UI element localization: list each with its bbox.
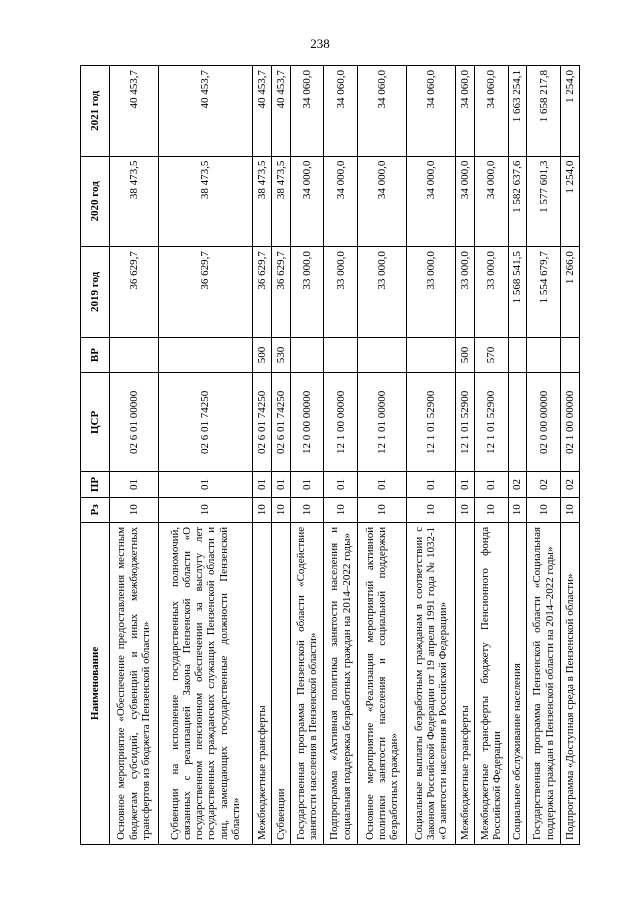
row-2019-value: 36 629,7 — [110, 247, 159, 338]
row-2020-value: 34 000,0 — [324, 156, 358, 247]
row-name-cell: Государственная программа Пензенской области «Социальная поддержка граждан в Пензенской области на 2014–2022 годы» — [527, 522, 561, 844]
row-pr-cell: 01 — [253, 472, 272, 497]
row-2019-value: 33 000,0 — [474, 247, 508, 338]
row-pr-cell: 02 — [508, 472, 527, 497]
row-2019-value: 33 000,0 — [324, 247, 358, 338]
page-number: 238 — [310, 36, 330, 51]
row-name-cell: Социальное обслуживание населения — [508, 522, 527, 844]
row-csr-cell — [508, 373, 527, 472]
row-csr-cell: 02 6 01 74250 — [271, 373, 290, 472]
row-2020-value: 38 473,5 — [271, 156, 290, 247]
row-rz-cell: 10 — [253, 497, 272, 522]
row-rz-cell: 10 — [407, 497, 456, 522]
row-vr-cell — [110, 337, 159, 373]
row-name-cell: Субвенции на исполнение государственных полномочий, связанных с реализацией Закона Пензенской области «О государственном пенсионном обеспечении за выслугу лет государственных гражданских служащих Пензенской области и лиц, замещающих государственные должности Пензенской области» — [158, 522, 252, 844]
row-vr-cell: 530 — [271, 337, 290, 373]
row-2020-value: 34 000,0 — [358, 156, 407, 247]
table-row — [407, 66, 456, 845]
row-csr-cell: 02 6 01 74250 — [253, 373, 272, 472]
row-vr-cell — [407, 337, 456, 373]
table-row — [158, 66, 252, 845]
row-csr-cell: 12 1 01 52900 — [474, 373, 508, 472]
row-2021-value: 40 453,7 — [253, 66, 272, 157]
row-csr-cell: 02 6 01 74250 — [158, 373, 252, 472]
row-rz-cell: 10 — [474, 497, 508, 522]
row-vr-cell — [527, 337, 561, 373]
header-2021: 2021 год — [81, 66, 110, 157]
row-2020-value: 1 254,0 — [561, 156, 580, 247]
header-pr: ПР — [81, 472, 110, 497]
row-rz-cell: 10 — [508, 497, 527, 522]
row-pr-cell: 01 — [474, 472, 508, 497]
row-csr-cell: 12 1 01 52900 — [456, 373, 475, 472]
row-name-cell: Подпрограмма «Активная политика занятости населения и социальная поддержка безработных граждан на 2014–2022 годы» — [324, 522, 358, 844]
row-vr-cell: 500 — [456, 337, 475, 373]
row-2020-value: 34 000,0 — [474, 156, 508, 247]
row-vr-cell — [324, 337, 358, 373]
table-header — [81, 66, 110, 845]
row-name-cell: Социальные выплаты безработным гражданам в соответствии с Законом Российской Федерации от 19 апреля 1991 года № 1032-1 «О занятости населения в Российской Федерации» — [407, 522, 456, 844]
row-pr-cell: 01 — [324, 472, 358, 497]
row-2021-value: 1 663 254,1 — [508, 66, 527, 157]
row-2020-value: 34 000,0 — [290, 156, 324, 247]
row-2021-value: 34 060,0 — [456, 66, 475, 157]
row-2021-value: 34 060,0 — [324, 66, 358, 157]
header-2019: 2019 год — [81, 247, 110, 338]
table-row — [290, 66, 324, 845]
row-2020-value: 38 473,5 — [158, 156, 252, 247]
row-pr-cell: 01 — [358, 472, 407, 497]
row-2021-value: 34 060,0 — [474, 66, 508, 157]
row-2019-value: 33 000,0 — [407, 247, 456, 338]
row-2020-value: 34 000,0 — [407, 156, 456, 247]
row-2019-value: 36 629,7 — [253, 247, 272, 338]
row-vr-cell — [358, 337, 407, 373]
row-pr-cell: 01 — [110, 472, 159, 497]
table-row — [253, 66, 272, 845]
row-csr-cell: 02 6 01 00000 — [110, 373, 159, 472]
row-2019-value: 33 000,0 — [358, 247, 407, 338]
table-row — [271, 66, 290, 845]
row-pr-cell: 01 — [158, 472, 252, 497]
row-rz-cell: 10 — [358, 497, 407, 522]
row-name-cell: Основное мероприятие «Реализация мероприятий активной политики занятости населения и социальной поддержки безработных граждан» — [358, 522, 407, 844]
row-pr-cell: 01 — [456, 472, 475, 497]
row-2020-value: 1 577 601,3 — [527, 156, 561, 247]
header-vr: ВР — [81, 337, 110, 373]
row-pr-cell: 01 — [290, 472, 324, 497]
row-csr-cell: 12 1 01 52900 — [407, 373, 456, 472]
row-2021-value: 1 254,0 — [561, 66, 580, 157]
row-vr-cell — [508, 337, 527, 373]
header-rz: Рз — [81, 497, 110, 522]
table-row — [561, 66, 580, 845]
row-2021-value: 40 453,7 — [158, 66, 252, 157]
header-csr: ЦСР — [81, 373, 110, 472]
row-2019-value: 36 629,7 — [271, 247, 290, 338]
row-pr-cell: 01 — [407, 472, 456, 497]
row-name-cell: Межбюджетные трансферты — [253, 522, 272, 844]
header-name: Наименование — [81, 522, 110, 844]
row-name-cell: Подпрограмма «Доступная среда в Пензенской области» — [561, 522, 580, 844]
row-name-cell: Государственная программа Пензенской области «Содействие занятости населения в Пензенской области» — [290, 522, 324, 844]
row-2020-value: 38 473,5 — [253, 156, 272, 247]
row-2021-value: 1 658 217,8 — [527, 66, 561, 157]
budget-table-container — [80, 65, 580, 845]
row-2019-value: 1 554 679,7 — [527, 247, 561, 338]
row-csr-cell: 12 0 00 00000 — [290, 373, 324, 472]
row-csr-cell: 02 0 00 00000 — [527, 373, 561, 472]
table-body — [110, 66, 580, 845]
row-vr-cell — [561, 337, 580, 373]
table-row — [110, 66, 159, 845]
row-2020-value: 1 582 637,6 — [508, 156, 527, 247]
row-vr-cell: 500 — [253, 337, 272, 373]
table-row — [508, 66, 527, 845]
row-rz-cell: 10 — [271, 497, 290, 522]
row-2020-value: 38 473,5 — [110, 156, 159, 247]
row-2021-value: 34 060,0 — [358, 66, 407, 157]
row-2019-value: 36 629,7 — [158, 247, 252, 338]
row-2021-value: 34 060,0 — [407, 66, 456, 157]
table-row — [358, 66, 407, 845]
row-rz-cell: 10 — [158, 497, 252, 522]
row-2020-value: 34 000,0 — [456, 156, 475, 247]
row-pr-cell: 02 — [561, 472, 580, 497]
table-row — [324, 66, 358, 845]
table-row — [527, 66, 561, 845]
row-name-cell: Субвенции — [271, 522, 290, 844]
row-pr-cell: 01 — [271, 472, 290, 497]
row-2021-value: 34 060,0 — [290, 66, 324, 157]
table-row — [474, 66, 508, 845]
row-2021-value: 40 453,7 — [110, 66, 159, 157]
row-rz-cell: 10 — [290, 497, 324, 522]
row-csr-cell: 12 1 00 00000 — [324, 373, 358, 472]
row-name-cell: Межбюджетные трансферты — [456, 522, 475, 844]
header-2020: 2020 год — [81, 156, 110, 247]
row-2019-value: 1 568 541,5 — [508, 247, 527, 338]
row-name-cell: Основное мероприятие «Обеспечение предоставления местным бюджетам субсидий, субвенций и иных межбюджетных трансфертов из бюджета Пензенской области» — [110, 522, 159, 844]
row-2019-value: 33 000,0 — [290, 247, 324, 338]
row-rz-cell: 10 — [527, 497, 561, 522]
row-name-cell: Межбюджетные трансферты бюджету Пенсионного фонда Российской Федерации — [474, 522, 508, 844]
row-vr-cell: 570 — [474, 337, 508, 373]
row-rz-cell: 10 — [324, 497, 358, 522]
header-row — [81, 66, 110, 845]
row-csr-cell: 12 1 01 00000 — [358, 373, 407, 472]
row-rz-cell: 10 — [456, 497, 475, 522]
row-2019-value: 1 266,0 — [561, 247, 580, 338]
row-vr-cell — [290, 337, 324, 373]
row-vr-cell — [158, 337, 252, 373]
row-2019-value: 33 000,0 — [456, 247, 475, 338]
row-2021-value: 40 453,7 — [271, 66, 290, 157]
budget-table — [80, 65, 580, 845]
row-csr-cell: 02 1 00 00000 — [561, 373, 580, 472]
row-rz-cell: 10 — [561, 497, 580, 522]
row-rz-cell: 10 — [110, 497, 159, 522]
row-pr-cell: 02 — [527, 472, 561, 497]
table-row — [456, 66, 475, 845]
